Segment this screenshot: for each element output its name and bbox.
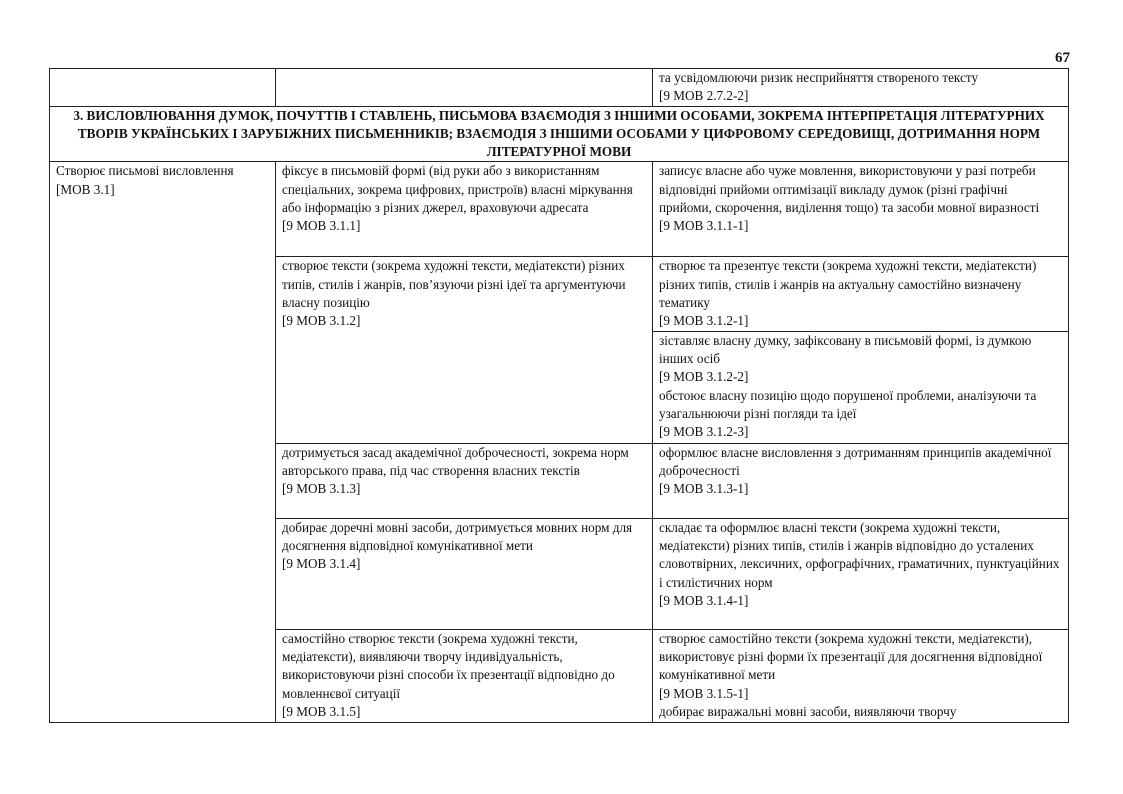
expected-result-text: зіставляє власну думку, зафіксовану в письмовій формі, із думкою інших осіб: [659, 332, 1032, 366]
expected-result-text: записує власне або чуже мовлення, використовуючи у разі потреби відповідні прийоми оптимізації викладу думок (різні графічні прийоми, скорочення, виділення тощо) та засоби мовної виразності: [659, 163, 1040, 216]
expected-result-cell: [653, 331, 1069, 443]
specific-result-cell: [276, 257, 653, 443]
expected-result-cell: [653, 518, 1069, 629]
table-row: [50, 69, 1069, 107]
expected-result-cell: [653, 257, 1069, 331]
specific-result-cell: [276, 162, 653, 257]
expected-result-code: [9 МОВ 3.1.5-1]: [659, 685, 749, 701]
specific-result-text: фіксує в письмовій формі (від руки або з використанням спеціальних, зокрема цифрових, пристроїв) власні міркування або інформацію з різних джерел, враховуючи адресата: [282, 163, 633, 216]
expected-result-text: складає та оформлює власні тексти (зокрема художні тексти, медіатексти) різних типів, стилів і жанрів відповідно до усталених словотвірних, лексичних, орфографічних, граматичних, пунктуаційних і стилістичних норм: [659, 519, 1060, 590]
expected-result-cell: [653, 162, 1069, 257]
specific-result-code: [9 МОВ 3.1.2]: [282, 313, 361, 329]
expected-result-cell: [653, 69, 1069, 107]
empty-cell: [50, 69, 276, 107]
specific-result-text: дотримується засад академічної доброчесності, зокрема норм авторського права, під час створення власних текстів: [282, 444, 629, 478]
general-result-code: [МОВ 3.1]: [56, 181, 115, 197]
expected-result-text: створює самостійно тексти (зокрема художні тексти, медіатексти), використовує різні форми їх презентації для досягнення відповідної комунікативної мети: [659, 630, 1043, 683]
expected-result-text: оформлює власне висловлення з дотриманням принципів академічної доброчесності: [659, 444, 1052, 478]
empty-cell: [276, 69, 653, 107]
table-row: [50, 162, 1069, 257]
section-header-row: [50, 106, 1069, 162]
specific-result-code: [9 МОВ 3.1.4]: [282, 556, 361, 572]
page-number: 67: [1055, 50, 1070, 66]
specific-result-text: створює тексти (зокрема художні тексти, медіатексти) різних типів, стилів і жанрів, пов’язуючи різні ідеї та аргументуючи власну позицію: [282, 258, 626, 311]
specific-result-cell: [276, 443, 653, 518]
curriculum-table: [49, 68, 1069, 723]
expected-result-text: добирає виражальні мовні засоби, виявляючи творчу: [659, 703, 957, 719]
general-result-cell: [50, 162, 276, 722]
specific-result-text: самостійно створює тексти (зокрема художні тексти, медіатексти), виявляючи творчу індивідуальність, використовуючи різні способи їх презентації відповідно до мовленнєвої ситуації: [282, 630, 615, 701]
specific-result-code: [9 МОВ 3.1.5]: [282, 703, 361, 719]
expected-result-cell: [653, 443, 1069, 518]
specific-result-code: [9 МОВ 3.1.1]: [282, 218, 361, 234]
expected-result-text: та усвідомлюючи ризик несприйняття створеного тексту: [659, 70, 979, 85]
expected-result-text: створює та презентує тексти (зокрема художні тексти, медіатексти) різних типів, стилів і жанрів на актуальну самостійно визначену тематику: [659, 258, 1037, 311]
section-title: 3. ВИСЛОВЛЮВАННЯ ДУМОК, ПОЧУТТІВ І СТАВЛЕНЬ, ПИСЬМОВА ВЗАЄМОДІЯ З ІНШИМИ ОСОБАМИ, ЗОКРЕМА ІНТЕРПРЕТАЦІЯ ЛІТЕРАТУРНИХ ТВОРІВ УКРАЇНСЬКИХ І ЗАРУБІЖНИХ ПИСЬМЕННИКІВ; ВЗАЄМОДІЯ З ІНШИМИ ОСОБАМИ У ЦИФРОВОМУ СЕРЕДОВИЩІ, ДОТРИМАННЯ НОРМ ЛІТЕРАТУРНОЇ МОВИ: [50, 106, 1069, 162]
specific-result-cell: [276, 518, 653, 629]
expected-result-code: [9 МОВ 3.1.1-1]: [659, 218, 749, 234]
expected-result-code: [9 МОВ 3.1.2-3]: [659, 424, 749, 440]
expected-result-code: [9 МОВ 2.7.2-2]: [659, 88, 749, 104]
expected-result-code: [9 МОВ 3.1.2-2]: [659, 369, 749, 385]
expected-result-text: обстоює власну позицію щодо порушеної проблеми, аналізуючи та узагальнюючи різні погляди та ідеї: [659, 387, 1037, 421]
general-result-text: Створює письмові висловлення: [56, 163, 234, 179]
expected-result-code: [9 МОВ 3.1.2-1]: [659, 313, 749, 329]
expected-result-code: [9 МОВ 3.1.4-1]: [659, 592, 749, 608]
specific-result-code: [9 МОВ 3.1.3]: [282, 481, 361, 497]
specific-result-cell: [276, 629, 653, 722]
expected-result-cell: [653, 629, 1069, 722]
expected-result-code: [9 МОВ 3.1.3-1]: [659, 481, 749, 497]
specific-result-text: добирає доречні мовні засоби, дотримується мовних норм для досягнення відповідної комунікативної мети: [282, 519, 633, 553]
